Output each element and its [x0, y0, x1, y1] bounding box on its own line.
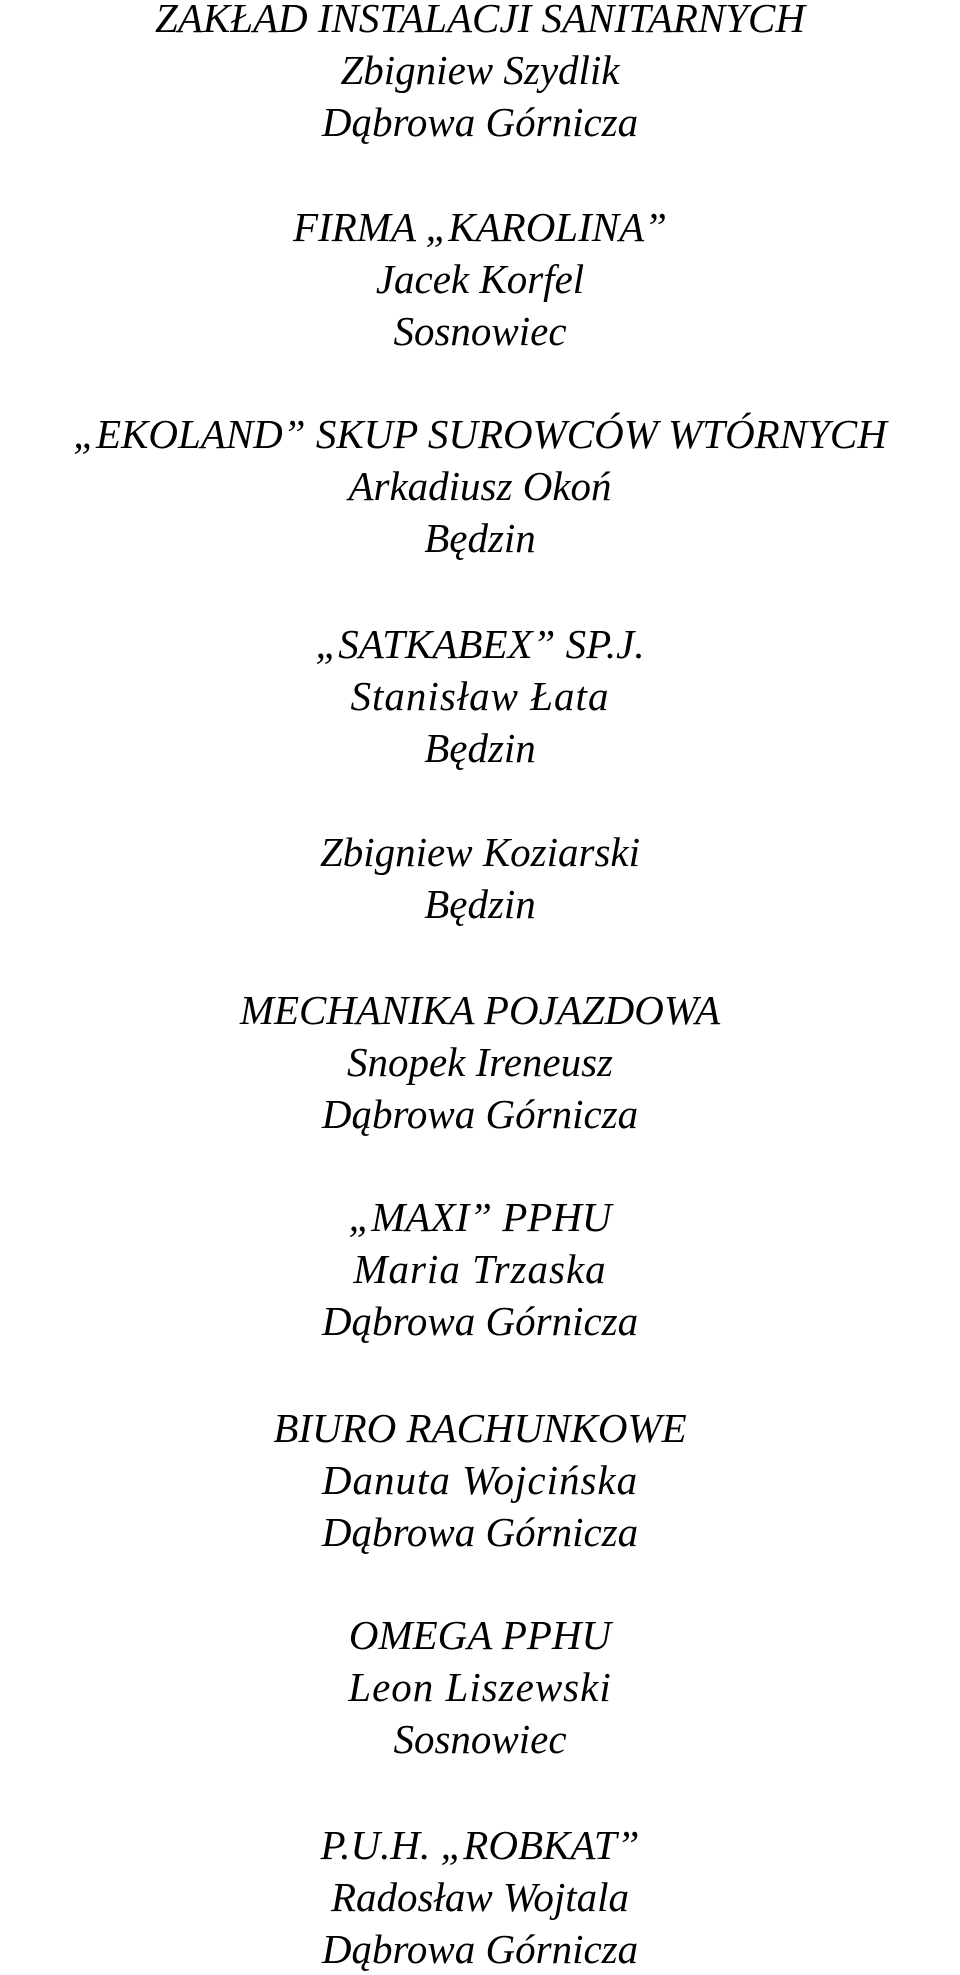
list-item [0, 0, 960, 148]
city-name: Dąbrowa Górnicza [321, 1298, 639, 1344]
list-item [0, 201, 960, 357]
city-name: Sosnowiec [393, 308, 567, 354]
city-name: Dąbrowa Górnicza [321, 1091, 639, 1137]
list-item [0, 826, 960, 930]
person-name: Stanisław Łata [350, 673, 610, 719]
company-name: P.U.H. „ROBKAT” [320, 1822, 640, 1868]
list-item [0, 1819, 960, 1975]
company-name: OMEGA PPHU [348, 1612, 612, 1658]
person-name: Radosław Wojtala [330, 1874, 630, 1920]
city-name: Będzin [424, 881, 536, 927]
company-name: BIURO RACHUNKOWE [273, 1405, 687, 1451]
company-name: FIRMA „KAROLINA” [293, 204, 667, 250]
company-name: „MAXI” PPHU [348, 1194, 612, 1240]
company-name: „EKOLAND” SKUP SUROWCÓW WTÓRNYCH [73, 411, 887, 457]
person-name: Snopek Ireneusz [346, 1039, 614, 1085]
person-name: Leon Liszewski [348, 1664, 612, 1710]
company-name: „SATKABEX” SP.J. [315, 621, 645, 667]
city-name: Dąbrowa Górnicza [321, 1509, 639, 1555]
city-name: Będzin [424, 515, 536, 561]
list-item [0, 984, 960, 1140]
person-name: Zbigniew Szydlik [340, 47, 620, 93]
person-name: Jacek Korfel [375, 256, 585, 302]
person-name: Danuta Wojcińska [321, 1457, 639, 1503]
city-name: Sosnowiec [393, 1716, 567, 1762]
list-item [0, 618, 960, 774]
person-name: Zbigniew Koziarski [319, 829, 641, 875]
list-item [0, 1402, 960, 1558]
city-name: Dąbrowa Górnicza [321, 1926, 639, 1972]
company-name: ZAKŁAD INSTALACJI SANITARNYCH [155, 0, 805, 41]
list-item [0, 1191, 960, 1347]
city-name: Będzin [424, 725, 536, 771]
person-name: Maria Trzaska [353, 1246, 607, 1292]
city-name: Dąbrowa Górnicza [321, 99, 639, 145]
person-name: Arkadiusz Okoń [348, 463, 612, 509]
company-name: MECHANIKA POJAZDOWA [239, 987, 721, 1033]
list-item [0, 1609, 960, 1765]
list-item [0, 408, 960, 564]
